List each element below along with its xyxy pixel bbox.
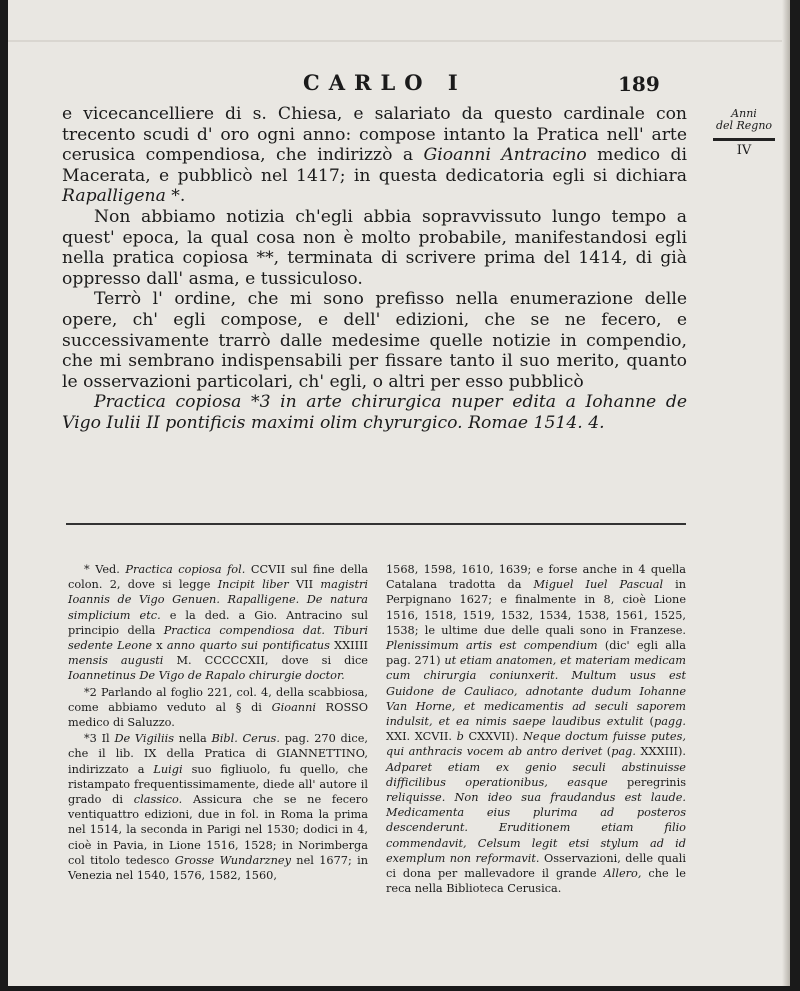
p1-end: *. [165, 186, 186, 207]
fn4-a: 1568, 1598, 1610, 1639; e forse anche in 4 quella Catalana tradotta da [386, 563, 686, 592]
margin-note-anni: Anni [731, 107, 757, 120]
p1-italic: Rapalligena [62, 186, 166, 207]
fn4-f: ut etiam anatomen, et materiam medicam cum chirurgia coniunxerit. Multum usus est Guidone de Cauliaco, adnotante dudum Iohanne Van Horne, et medicamentis ad seculi saporem indulsit, et ea nimis saepe laudibus extulit [386, 654, 686, 729]
paragraph-2: Non abbiamo notizia ch'egli abbia sopravvissuto lungo tempo a quest' epoca, la qual cosa non è molto probabile, manifestandosi egli nella pratica copiosa **, terminata di scrivere prima del 1414, di già oppresso dall' asma, e tussiculoso. [62, 206, 687, 289]
fn3-e: pag. 270 dice, che il lib. IX della Pratica di GIANNETTINO, indirizzato a [68, 732, 369, 776]
bleed-through-line [8, 40, 790, 42]
p1-name: Gioanni Antracino [423, 145, 587, 166]
fn1-h: Practica compendiosa dat. Tiburi sedente Leone [68, 623, 368, 653]
book-title-entry: Practica copiosa *3 in arte chirurgica nuper edita a Iohanne de Vigo Iulii II pontificis maximi olim chyrurgico. Romae 1514. 4. [62, 392, 687, 433]
fn1-a: * Ved. [84, 563, 126, 576]
fn4-r: reliquisse. Non ideo sua fraudandus est laude. Medicamenta eius plurima ad posteros descenderunt. Eruditionem etiam filio commendavit, Celsum legit etsi stylum ad id exemplum non reformavit. [386, 791, 686, 865]
footnote-1 [68, 562, 368, 684]
footnote-2 [68, 685, 368, 731]
fn3-i: Assicura che se ne fecero ventiquattro edizioni, due in fol. in Roma la prima nel 1514, la seconda in Parigi nel 1530; dodici in 4, cioè in Pavia, in Lione 1516, 1528; in Norimberga col titolo tedesco [68, 793, 368, 867]
fn1-i: x [152, 639, 167, 653]
fn2-b: Gioanni [271, 700, 316, 714]
fn1-m: M. CCCCCXII, dove si dice [163, 654, 368, 668]
footnote-column-left [68, 562, 368, 897]
fn2-a: *2 Parlando al foglio 221, col. 4, della scabbiosa, come abbiamo veduto al § di [68, 685, 368, 714]
fn4-d: Plenissimum artis est compendium [386, 639, 598, 653]
p1-mid: medico di Macerata, e pubblicò nel 1417; in questa dedicatoria egli si dichiara [62, 145, 687, 186]
fn1-d: Incipit liber [217, 578, 289, 592]
main-text [62, 104, 687, 434]
fn4-b: Miguel Iuel Pascual [533, 578, 664, 592]
fn4-c: in Perpignano 1627; e finalmente in 8, cioè Lione 1516, 1518, 1519, 1532, 1534, 1538, 1561, 1525, 1538; le ultime due delle quali sono in Franzese. [386, 578, 687, 637]
fn4-u: che le reca nella Biblioteca Cerusica. [386, 867, 686, 896]
footnotes [68, 562, 686, 897]
page-number: 189 [618, 72, 660, 96]
fn4-e: (dic' egli alla pag. 271) [386, 639, 686, 668]
p1-text: e vicecancelliere di s. Chiesa, e salariato da questo cardinale con trecento scudi d' oro ogni anno: compose intanto la Pratica nell' arte cerusica compendiosa, che indirizzò a [62, 104, 687, 166]
fn1-j: anno quarto sui pontificatus [166, 639, 330, 653]
fn4-q: peregrinis [607, 775, 686, 789]
fn4-i: XXI. XCVII. [386, 730, 457, 744]
margin-note [704, 108, 784, 157]
fn4-k: CXXVII). [463, 730, 523, 744]
fn1-l: mensis augusti [68, 654, 164, 668]
fn1-g: e la ded. a Gio. Antracino sul principio della [68, 608, 368, 637]
footnote-divider [66, 523, 686, 525]
fn3-h: classico. [133, 793, 183, 807]
fn4-l: Neque doctum fuisse putes, qui anthracis vocem ab antro derivet [386, 730, 686, 759]
fn4-g: ( [643, 715, 654, 729]
running-title: CARLO I [303, 70, 467, 95]
fn4-n: pag. [611, 745, 637, 759]
margin-note-regno: del Regno [715, 119, 773, 132]
fn4-j: b [456, 730, 464, 744]
fn4-h: pagg. [653, 715, 686, 729]
fn4-o: XXXIII). [636, 745, 686, 759]
footnote-3-continued [386, 562, 686, 896]
fn1-c: CCVII sul fine della colon. 2, dove si legge [68, 563, 368, 592]
page-header [8, 62, 790, 96]
margin-note-rule [713, 138, 775, 141]
footnote-3 [68, 731, 368, 883]
fn3-c: nella [174, 732, 212, 746]
fn3-k: nel 1677; in Venezia nel 1540, 1576, 1582, 1560, [68, 853, 368, 883]
footnote-column-right [386, 562, 686, 897]
fn3-b: De Vigiliis [114, 732, 174, 746]
fn1-n: Ioannetinus De Vigo de Rapalo chirurgie doctor. [68, 669, 345, 683]
fn3-g: suo figliuolo, fu quello, che ristampato frequentissimamente, diede all' autore il grado di [68, 762, 368, 807]
fn4-t: Allero, [603, 867, 642, 881]
paragraph-3: Terrò l' ordine, che mi sono prefisso nella enumerazione delle opere, ch' egli compose, e dell' edizioni, che se ne fecero, e successivamente trarrò dalle medesime quelle notizie in compendio, che mi sembrano indispensabili per fissare tanto il suo merito, quanto le osservazioni particolari, ch' egli, o altri per esso pubblicò [62, 289, 687, 392]
fn2-c: ROSSO medico di Saluzzo. [68, 700, 368, 730]
paragraph-1 [62, 104, 687, 207]
fn3-j: Grosse Wundarzney [174, 853, 291, 867]
fn3-f: Luigi [153, 762, 183, 776]
fn1-f: magistri Ioannis de Vigo Genuen. Rapalligene. De natura simplicium etc. [68, 578, 369, 622]
fn4-p: Adparet etiam ex genio seculi abstinuisse difficilibus operationibus, easque [386, 760, 686, 789]
fn4-s: Osservazioni, delle quali ci dona per mallevadore il grande [386, 851, 686, 881]
fn1-e: VII [288, 578, 321, 592]
fn1-b: Practica copiosa fol. [125, 563, 246, 576]
fn1-k: XXIIII [329, 639, 369, 653]
margin-note-numeral: IV [736, 143, 752, 158]
fn3-a: *3 Il [84, 732, 115, 746]
fn3-d: Bibl. Cerus. [211, 732, 280, 746]
book-page [8, 0, 790, 986]
fn4-m: ( [602, 745, 612, 759]
